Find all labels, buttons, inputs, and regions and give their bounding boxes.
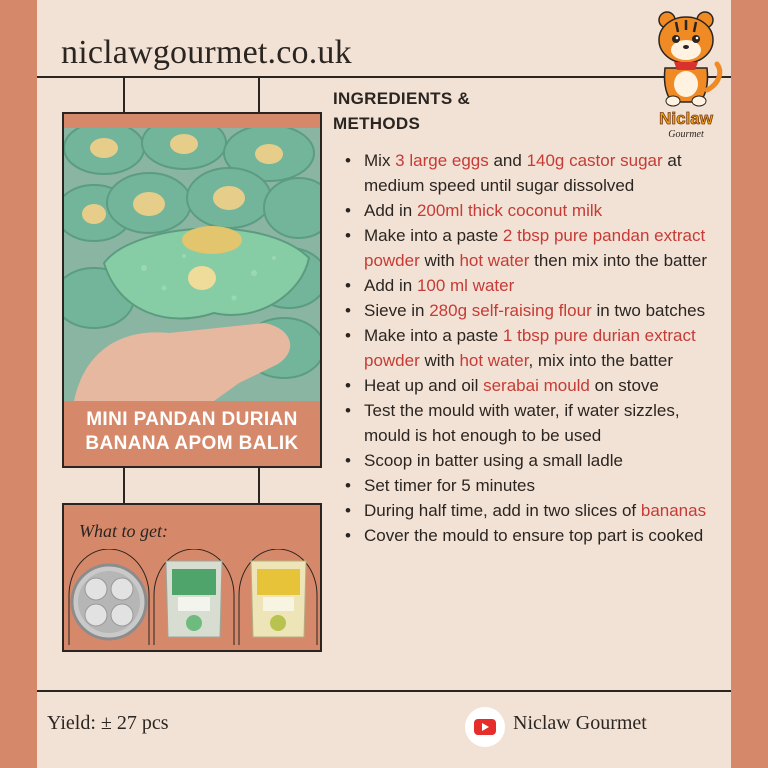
pandan-extract-pack-icon	[166, 561, 222, 637]
section-heading-line: INGREDIENTS &	[333, 89, 471, 108]
site-title[interactable]: niclawgourmet.co.uk	[61, 34, 352, 71]
ingredient-highlight: 100 ml water	[416, 276, 515, 295]
connector-line	[123, 76, 125, 112]
step-text: During half time, add in two slices of	[364, 501, 641, 520]
step-text: Sieve in	[364, 301, 430, 320]
method-step	[343, 373, 725, 398]
logo-text: Niclaw	[659, 109, 713, 128]
step-text: on stove	[589, 376, 659, 395]
ingredient-highlight: hot water	[459, 251, 530, 270]
step-text: Cover the mould to ensure top part is cooked	[364, 526, 704, 545]
step-text: Test the mould with water, if water sizzles, mould is hot enough to be used	[364, 401, 680, 445]
serabai-mould-icon	[72, 565, 146, 639]
dish-title	[64, 408, 320, 456]
youtube-channel-link[interactable]: Niclaw Gourmet	[513, 712, 647, 734]
ingredient-highlight: 200ml thick coconut milk	[416, 201, 603, 220]
step-text: with	[419, 251, 460, 270]
ingredient-highlight: 140g castor sugar	[526, 151, 663, 170]
method-step	[343, 198, 725, 223]
step-text: Heat up and oil	[364, 376, 484, 395]
step-text: Scoop in batter using a small ladle	[364, 451, 623, 470]
step-text: then mix into the batter	[529, 251, 708, 270]
ingredient-highlight: hot water	[459, 351, 529, 370]
footer-divider	[37, 690, 731, 692]
step-text: at medium speed until sugar dissolved	[364, 151, 682, 195]
tiger-mascot-icon	[659, 12, 720, 106]
step-text: and	[488, 151, 527, 170]
recipe-card	[37, 0, 731, 768]
step-text: Make into a paste	[364, 226, 503, 245]
method-steps-list	[343, 148, 725, 548]
method-step	[343, 498, 725, 523]
method-step	[343, 148, 725, 198]
section-heading-line: METHODS	[333, 114, 421, 133]
step-text: Make into a paste	[364, 326, 503, 345]
logo-subtext: Gourmet	[668, 129, 704, 140]
method-step	[343, 298, 725, 323]
method-step	[343, 398, 725, 448]
header-divider	[37, 76, 731, 78]
dish-title-line: BANANA APOM BALIK	[85, 433, 299, 454]
durian-extract-pack-icon	[251, 561, 306, 637]
what-to-get-panel	[62, 503, 322, 652]
ingredient-highlight: bananas	[640, 501, 707, 520]
method-step	[343, 273, 725, 298]
step-text: , mix into the batter	[528, 351, 674, 370]
connector-line	[258, 76, 260, 112]
dish-photo-panel	[62, 112, 322, 468]
ingredient-highlight: 280g self-raising flour	[429, 301, 592, 320]
connector-line	[123, 468, 125, 503]
ingredient-highlight: 3 large eggs	[395, 151, 489, 170]
ingredient-highlight: 2 tbsp pure pandan extract powder	[364, 226, 706, 270]
method-step	[343, 523, 725, 548]
method-step	[343, 448, 725, 473]
step-text: Add in	[364, 201, 417, 220]
method-step	[343, 223, 725, 273]
youtube-icon[interactable]	[465, 707, 505, 747]
yield-text: Yield: ± 27 pcs	[47, 712, 169, 734]
step-text: Mix	[364, 151, 396, 170]
ingredient-highlight: 1 tbsp pure durian extract powder	[364, 326, 696, 370]
dish-photo	[64, 128, 320, 401]
step-text: in two batches	[591, 301, 706, 320]
ingredient-highlight: serabai mould	[483, 376, 590, 395]
step-text: with	[419, 351, 460, 370]
method-step	[343, 323, 725, 373]
niclaw-logo	[643, 10, 729, 140]
step-text: Set timer for 5 minutes	[364, 476, 536, 495]
dish-title-line: MINI PANDAN DURIAN	[86, 409, 298, 430]
what-to-get-label: What to get:	[79, 521, 168, 541]
method-step	[343, 473, 725, 498]
connector-line	[258, 468, 260, 503]
step-text: Add in	[364, 276, 417, 295]
product-gallery	[68, 549, 318, 645]
section-heading	[333, 86, 470, 136]
